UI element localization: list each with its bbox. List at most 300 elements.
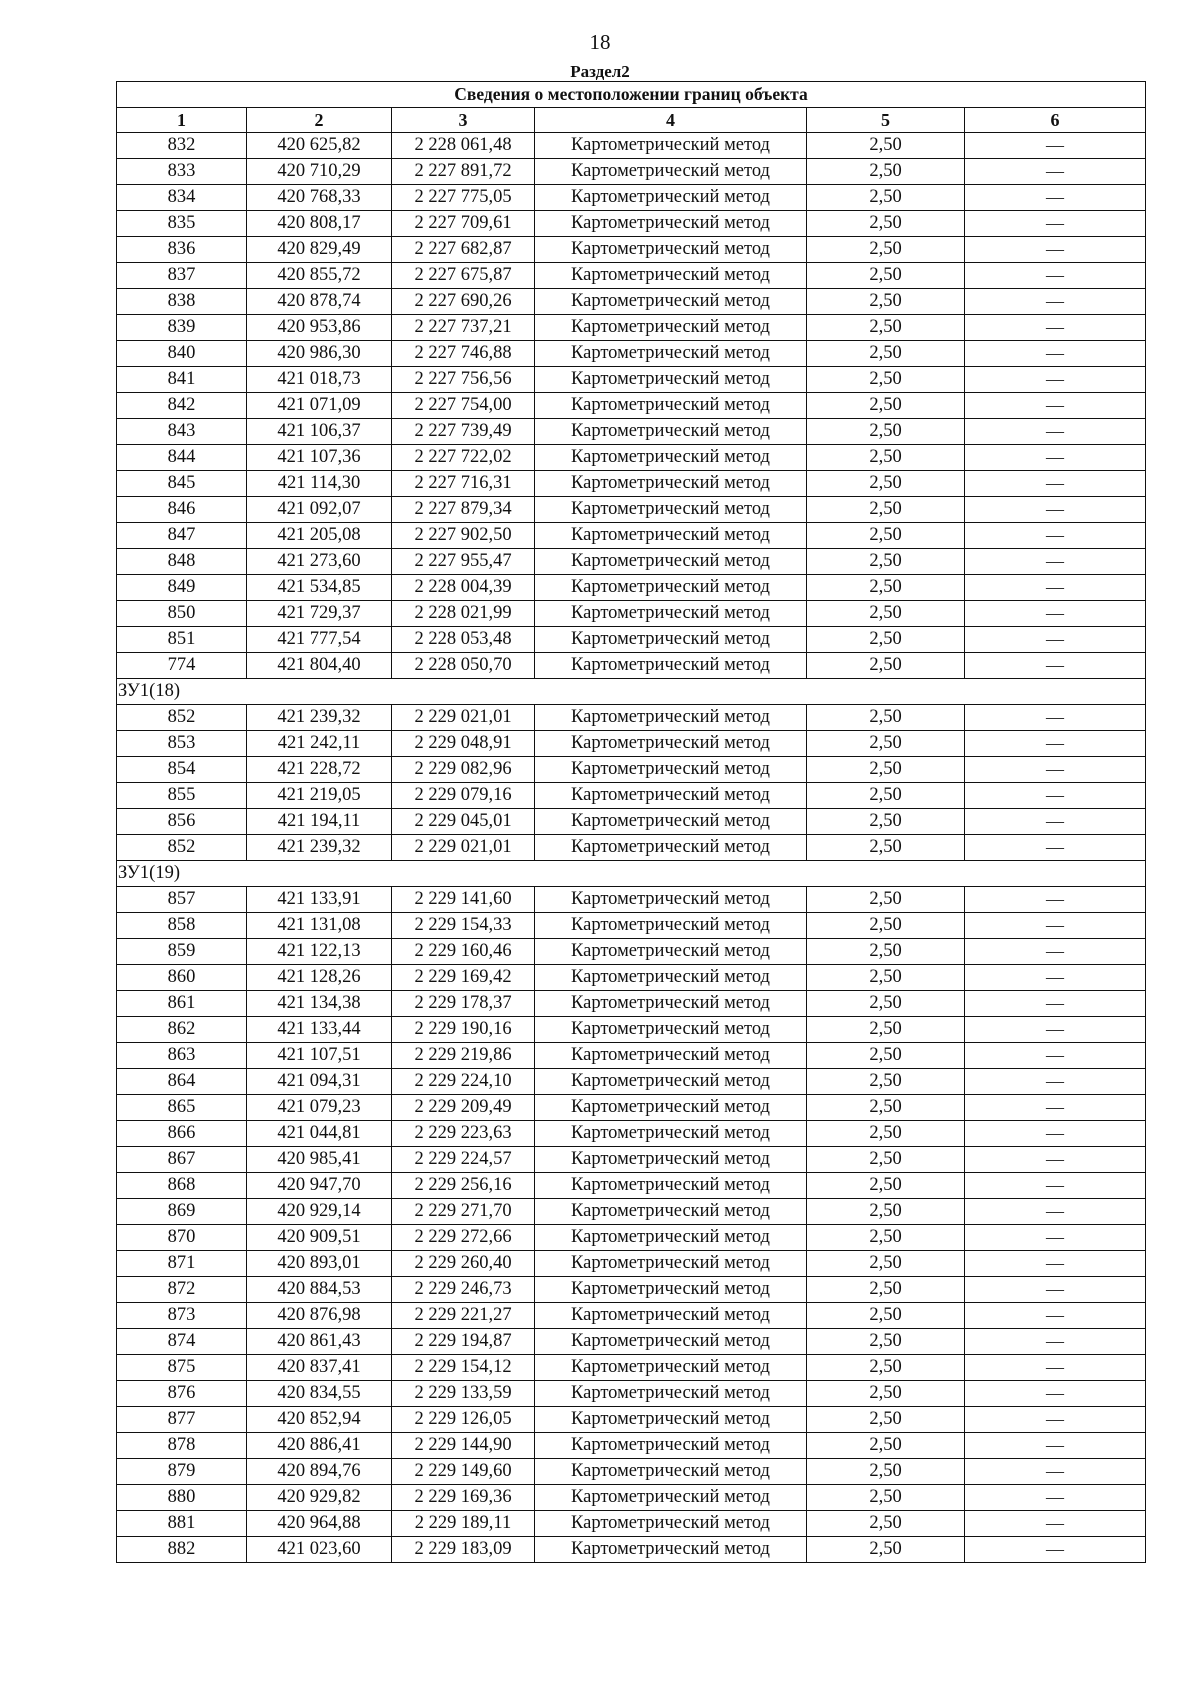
accuracy-cell: 2,50 xyxy=(807,1303,965,1329)
point-number-cell: 864 xyxy=(117,1069,247,1095)
table-row xyxy=(117,757,1146,783)
table-row xyxy=(117,1147,1146,1173)
method-cell: Картометрический метод xyxy=(535,575,807,601)
point-number-cell: 879 xyxy=(117,1459,247,1485)
description-cell: — xyxy=(965,1459,1146,1485)
description-cell: — xyxy=(965,1433,1146,1459)
y-coordinate-cell: 2 229 194,87 xyxy=(392,1329,535,1355)
method-cell: Картометрический метод xyxy=(535,185,807,211)
point-number-cell: 853 xyxy=(117,731,247,757)
description-cell: — xyxy=(965,1069,1146,1095)
method-cell: Картометрический метод xyxy=(535,1277,807,1303)
y-coordinate-cell: 2 227 756,56 xyxy=(392,367,535,393)
method-cell: Картометрический метод xyxy=(535,393,807,419)
accuracy-cell: 2,50 xyxy=(807,913,965,939)
method-cell: Картометрический метод xyxy=(535,263,807,289)
table-row xyxy=(117,991,1146,1017)
x-coordinate-cell: 420 953,86 xyxy=(247,315,392,341)
table-row xyxy=(117,367,1146,393)
table-row xyxy=(117,809,1146,835)
method-cell: Картометрический метод xyxy=(535,1355,807,1381)
y-coordinate-cell: 2 229 021,01 xyxy=(392,835,535,861)
accuracy-cell: 2,50 xyxy=(807,1121,965,1147)
accuracy-cell: 2,50 xyxy=(807,341,965,367)
x-coordinate-cell: 420 808,17 xyxy=(247,211,392,237)
x-coordinate-cell: 420 710,29 xyxy=(247,159,392,185)
point-number-cell: 881 xyxy=(117,1511,247,1537)
point-number-cell: 863 xyxy=(117,1043,247,1069)
description-cell: — xyxy=(965,1511,1146,1537)
point-number-cell: 868 xyxy=(117,1173,247,1199)
table-row xyxy=(117,965,1146,991)
x-coordinate-cell: 420 829,49 xyxy=(247,237,392,263)
x-coordinate-cell: 421 114,30 xyxy=(247,471,392,497)
y-coordinate-cell: 2 228 021,99 xyxy=(392,601,535,627)
accuracy-cell: 2,50 xyxy=(807,289,965,315)
description-cell: — xyxy=(965,1043,1146,1069)
description-cell: — xyxy=(965,185,1146,211)
x-coordinate-cell: 421 079,23 xyxy=(247,1095,392,1121)
accuracy-cell: 2,50 xyxy=(807,523,965,549)
point-number-cell: 838 xyxy=(117,289,247,315)
y-coordinate-cell: 2 229 224,57 xyxy=(392,1147,535,1173)
y-coordinate-cell: 2 228 004,39 xyxy=(392,575,535,601)
accuracy-cell: 2,50 xyxy=(807,1069,965,1095)
method-cell: Картометрический метод xyxy=(535,1199,807,1225)
y-coordinate-cell: 2 229 079,16 xyxy=(392,783,535,809)
table-row xyxy=(117,289,1146,315)
table-row xyxy=(117,1355,1146,1381)
accuracy-cell: 2,50 xyxy=(807,1147,965,1173)
x-coordinate-cell: 421 242,11 xyxy=(247,731,392,757)
accuracy-cell: 2,50 xyxy=(807,601,965,627)
table-row xyxy=(117,1173,1146,1199)
description-cell: — xyxy=(965,1173,1146,1199)
table-row xyxy=(117,419,1146,445)
accuracy-cell: 2,50 xyxy=(807,1407,965,1433)
description-cell: — xyxy=(965,263,1146,289)
accuracy-cell: 2,50 xyxy=(807,315,965,341)
accuracy-cell: 2,50 xyxy=(807,445,965,471)
method-cell: Картометрический метод xyxy=(535,705,807,731)
description-cell: — xyxy=(965,1485,1146,1511)
point-number-cell: 857 xyxy=(117,887,247,913)
method-cell: Картометрический метод xyxy=(535,653,807,679)
column-header: 1 xyxy=(117,108,247,133)
point-number-cell: 833 xyxy=(117,159,247,185)
point-number-cell: 861 xyxy=(117,991,247,1017)
table-row xyxy=(117,1017,1146,1043)
accuracy-cell: 2,50 xyxy=(807,1355,965,1381)
x-coordinate-cell: 420 947,70 xyxy=(247,1173,392,1199)
y-coordinate-cell: 2 229 271,70 xyxy=(392,1199,535,1225)
description-cell: — xyxy=(965,1537,1146,1563)
method-cell: Картометрический метод xyxy=(535,211,807,237)
point-number-cell: 774 xyxy=(117,653,247,679)
table-row xyxy=(117,1407,1146,1433)
y-coordinate-cell: 2 228 061,48 xyxy=(392,133,535,159)
method-cell: Картометрический метод xyxy=(535,341,807,367)
description-cell: — xyxy=(965,1407,1146,1433)
y-coordinate-cell: 2 227 682,87 xyxy=(392,237,535,263)
x-coordinate-cell: 421 228,72 xyxy=(247,757,392,783)
y-coordinate-cell: 2 227 716,31 xyxy=(392,471,535,497)
y-coordinate-cell: 2 229 144,90 xyxy=(392,1433,535,1459)
description-cell: — xyxy=(965,1381,1146,1407)
y-coordinate-cell: 2 229 082,96 xyxy=(392,757,535,783)
x-coordinate-cell: 421 094,31 xyxy=(247,1069,392,1095)
description-cell: — xyxy=(965,211,1146,237)
x-coordinate-cell: 421 205,08 xyxy=(247,523,392,549)
x-coordinate-cell: 421 131,08 xyxy=(247,913,392,939)
accuracy-cell: 2,50 xyxy=(807,159,965,185)
table-row xyxy=(117,1095,1146,1121)
accuracy-cell: 2,50 xyxy=(807,237,965,263)
table-row xyxy=(117,1199,1146,1225)
y-coordinate-cell: 2 228 053,48 xyxy=(392,627,535,653)
description-cell: — xyxy=(965,783,1146,809)
method-cell: Картометрический метод xyxy=(535,601,807,627)
x-coordinate-cell: 421 273,60 xyxy=(247,549,392,575)
point-number-cell: 870 xyxy=(117,1225,247,1251)
y-coordinate-cell: 2 229 209,49 xyxy=(392,1095,535,1121)
accuracy-cell: 2,50 xyxy=(807,575,965,601)
accuracy-cell: 2,50 xyxy=(807,1199,965,1225)
point-number-cell: 855 xyxy=(117,783,247,809)
column-header: 6 xyxy=(965,108,1146,133)
accuracy-cell: 2,50 xyxy=(807,1381,965,1407)
y-coordinate-cell: 2 229 021,01 xyxy=(392,705,535,731)
x-coordinate-cell: 420 878,74 xyxy=(247,289,392,315)
description-cell: — xyxy=(965,1225,1146,1251)
method-cell: Картометрический метод xyxy=(535,419,807,445)
method-cell: Картометрический метод xyxy=(535,1251,807,1277)
accuracy-cell: 2,50 xyxy=(807,1537,965,1563)
y-coordinate-cell: 2 229 189,11 xyxy=(392,1511,535,1537)
table-row xyxy=(117,1329,1146,1355)
point-number-cell: 852 xyxy=(117,705,247,731)
table-row xyxy=(117,211,1146,237)
accuracy-cell: 2,50 xyxy=(807,887,965,913)
description-cell: — xyxy=(965,965,1146,991)
y-coordinate-cell: 2 229 246,73 xyxy=(392,1277,535,1303)
point-number-cell: 851 xyxy=(117,627,247,653)
method-cell: Картометрический метод xyxy=(535,289,807,315)
method-cell: Картометрический метод xyxy=(535,315,807,341)
accuracy-cell: 2,50 xyxy=(807,1277,965,1303)
point-number-cell: 839 xyxy=(117,315,247,341)
y-coordinate-cell: 2 227 690,26 xyxy=(392,289,535,315)
description-cell: — xyxy=(965,991,1146,1017)
table-row xyxy=(117,601,1146,627)
accuracy-cell: 2,50 xyxy=(807,653,965,679)
y-coordinate-cell: 2 229 178,37 xyxy=(392,991,535,1017)
method-cell: Картометрический метод xyxy=(535,1511,807,1537)
y-coordinate-cell: 2 229 256,16 xyxy=(392,1173,535,1199)
x-coordinate-cell: 421 133,91 xyxy=(247,887,392,913)
x-coordinate-cell: 420 852,94 xyxy=(247,1407,392,1433)
description-cell: — xyxy=(965,835,1146,861)
description-cell: — xyxy=(965,1277,1146,1303)
x-coordinate-cell: 421 219,05 xyxy=(247,783,392,809)
description-cell: — xyxy=(965,887,1146,913)
table-row xyxy=(117,1225,1146,1251)
accuracy-cell: 2,50 xyxy=(807,185,965,211)
accuracy-cell: 2,50 xyxy=(807,133,965,159)
accuracy-cell: 2,50 xyxy=(807,1251,965,1277)
point-number-cell: 873 xyxy=(117,1303,247,1329)
group-label: ЗУ1(18) xyxy=(117,679,1146,705)
point-number-cell: 876 xyxy=(117,1381,247,1407)
point-number-cell: 878 xyxy=(117,1433,247,1459)
method-cell: Картометрический метод xyxy=(535,1303,807,1329)
description-cell: — xyxy=(965,913,1146,939)
x-coordinate-cell: 420 985,41 xyxy=(247,1147,392,1173)
method-cell: Картометрический метод xyxy=(535,1043,807,1069)
point-number-cell: 832 xyxy=(117,133,247,159)
table-row xyxy=(117,1459,1146,1485)
point-number-cell: 852 xyxy=(117,835,247,861)
column-header: 2 xyxy=(247,108,392,133)
point-number-cell: 834 xyxy=(117,185,247,211)
description-cell: — xyxy=(965,471,1146,497)
point-number-cell: 836 xyxy=(117,237,247,263)
x-coordinate-cell: 420 929,82 xyxy=(247,1485,392,1511)
x-coordinate-cell: 421 106,37 xyxy=(247,419,392,445)
accuracy-cell: 2,50 xyxy=(807,263,965,289)
table-row xyxy=(117,1043,1146,1069)
description-cell: — xyxy=(965,1355,1146,1381)
table-row xyxy=(117,1433,1146,1459)
point-number-cell: 858 xyxy=(117,913,247,939)
y-coordinate-cell: 2 229 160,46 xyxy=(392,939,535,965)
y-coordinate-cell: 2 229 272,66 xyxy=(392,1225,535,1251)
table-row xyxy=(117,783,1146,809)
point-number-cell: 875 xyxy=(117,1355,247,1381)
point-number-cell: 860 xyxy=(117,965,247,991)
method-cell: Картометрический метод xyxy=(535,731,807,757)
point-number-cell: 847 xyxy=(117,523,247,549)
x-coordinate-cell: 420 929,14 xyxy=(247,1199,392,1225)
table-row xyxy=(117,939,1146,965)
method-cell: Картометрический метод xyxy=(535,991,807,1017)
point-number-cell: 865 xyxy=(117,1095,247,1121)
method-cell: Картометрический метод xyxy=(535,965,807,991)
y-coordinate-cell: 2 229 260,40 xyxy=(392,1251,535,1277)
description-cell: — xyxy=(965,1329,1146,1355)
point-number-cell: 859 xyxy=(117,939,247,965)
y-coordinate-cell: 2 229 219,86 xyxy=(392,1043,535,1069)
point-number-cell: 869 xyxy=(117,1199,247,1225)
method-cell: Картометрический метод xyxy=(535,1537,807,1563)
x-coordinate-cell: 420 894,76 xyxy=(247,1459,392,1485)
x-coordinate-cell: 421 122,13 xyxy=(247,939,392,965)
table-row xyxy=(117,731,1146,757)
point-number-cell: 856 xyxy=(117,809,247,835)
description-cell: — xyxy=(965,497,1146,523)
x-coordinate-cell: 420 834,55 xyxy=(247,1381,392,1407)
x-coordinate-cell: 421 128,26 xyxy=(247,965,392,991)
table-row xyxy=(117,497,1146,523)
y-coordinate-cell: 2 229 183,09 xyxy=(392,1537,535,1563)
description-cell: — xyxy=(965,523,1146,549)
x-coordinate-cell: 420 837,41 xyxy=(247,1355,392,1381)
y-coordinate-cell: 2 227 902,50 xyxy=(392,523,535,549)
method-cell: Картометрический метод xyxy=(535,835,807,861)
x-coordinate-cell: 420 986,30 xyxy=(247,341,392,367)
page-number: 18 xyxy=(589,30,611,54)
point-number-cell: 844 xyxy=(117,445,247,471)
point-number-cell: 880 xyxy=(117,1485,247,1511)
description-cell: — xyxy=(965,445,1146,471)
point-number-cell: 840 xyxy=(117,341,247,367)
description-cell: — xyxy=(965,549,1146,575)
table-row xyxy=(117,237,1146,263)
table-row xyxy=(117,341,1146,367)
point-number-cell: 872 xyxy=(117,1277,247,1303)
description-cell: — xyxy=(965,757,1146,783)
description-cell: — xyxy=(965,1251,1146,1277)
method-cell: Картометрический метод xyxy=(535,1329,807,1355)
x-coordinate-cell: 421 239,32 xyxy=(247,835,392,861)
description-cell: — xyxy=(965,419,1146,445)
table-row xyxy=(117,1069,1146,1095)
y-coordinate-cell: 2 227 754,00 xyxy=(392,393,535,419)
x-coordinate-cell: 421 044,81 xyxy=(247,1121,392,1147)
point-number-cell: 882 xyxy=(117,1537,247,1563)
table-caption: Сведения о местоположении границ объекта xyxy=(117,82,1146,108)
accuracy-cell: 2,50 xyxy=(807,1459,965,1485)
description-cell: — xyxy=(965,1199,1146,1225)
accuracy-cell: 2,50 xyxy=(807,1017,965,1043)
method-cell: Картометрический метод xyxy=(535,1485,807,1511)
table-header-row xyxy=(117,108,1146,133)
table-row xyxy=(117,575,1146,601)
accuracy-cell: 2,50 xyxy=(807,1511,965,1537)
accuracy-cell: 2,50 xyxy=(807,731,965,757)
method-cell: Картометрический метод xyxy=(535,757,807,783)
accuracy-cell: 2,50 xyxy=(807,549,965,575)
x-coordinate-cell: 420 964,88 xyxy=(247,1511,392,1537)
accuracy-cell: 2,50 xyxy=(807,939,965,965)
description-cell: — xyxy=(965,393,1146,419)
point-number-cell: 850 xyxy=(117,601,247,627)
method-cell: Картометрический метод xyxy=(535,133,807,159)
method-cell: Картометрический метод xyxy=(535,783,807,809)
table-row xyxy=(117,1121,1146,1147)
description-cell: — xyxy=(965,1303,1146,1329)
table-row xyxy=(117,1485,1146,1511)
accuracy-cell: 2,50 xyxy=(807,419,965,445)
x-coordinate-cell: 421 107,51 xyxy=(247,1043,392,1069)
y-coordinate-cell: 2 227 746,88 xyxy=(392,341,535,367)
y-coordinate-cell: 2 229 223,63 xyxy=(392,1121,535,1147)
table-row xyxy=(117,315,1146,341)
accuracy-cell: 2,50 xyxy=(807,471,965,497)
x-coordinate-cell: 421 729,37 xyxy=(247,601,392,627)
y-coordinate-cell: 2 227 737,21 xyxy=(392,315,535,341)
x-coordinate-cell: 420 884,53 xyxy=(247,1277,392,1303)
description-cell: — xyxy=(965,289,1146,315)
point-number-cell: 835 xyxy=(117,211,247,237)
y-coordinate-cell: 2 229 154,33 xyxy=(392,913,535,939)
y-coordinate-cell: 2 229 190,16 xyxy=(392,1017,535,1043)
table-row xyxy=(117,445,1146,471)
description-cell: — xyxy=(965,341,1146,367)
accuracy-cell: 2,50 xyxy=(807,367,965,393)
method-cell: Картометрический метод xyxy=(535,159,807,185)
group-row xyxy=(117,861,1146,887)
description-cell: — xyxy=(965,1121,1146,1147)
method-cell: Картометрический метод xyxy=(535,1407,807,1433)
y-coordinate-cell: 2 229 149,60 xyxy=(392,1459,535,1485)
table-row xyxy=(117,913,1146,939)
table-row xyxy=(117,627,1146,653)
x-coordinate-cell: 421 239,32 xyxy=(247,705,392,731)
method-cell: Картометрический метод xyxy=(535,367,807,393)
y-coordinate-cell: 2 227 775,05 xyxy=(392,185,535,211)
table-row xyxy=(117,653,1146,679)
method-cell: Картометрический метод xyxy=(535,887,807,913)
point-number-cell: 877 xyxy=(117,1407,247,1433)
method-cell: Картометрический метод xyxy=(535,1433,807,1459)
description-cell: — xyxy=(965,133,1146,159)
accuracy-cell: 2,50 xyxy=(807,991,965,1017)
point-number-cell: 867 xyxy=(117,1147,247,1173)
y-coordinate-cell: 2 227 879,34 xyxy=(392,497,535,523)
group-row xyxy=(117,679,1146,705)
description-cell: — xyxy=(965,731,1146,757)
y-coordinate-cell: 2 227 709,61 xyxy=(392,211,535,237)
description-cell: — xyxy=(965,939,1146,965)
y-coordinate-cell: 2 227 891,72 xyxy=(392,159,535,185)
x-coordinate-cell: 420 876,98 xyxy=(247,1303,392,1329)
point-number-cell: 837 xyxy=(117,263,247,289)
method-cell: Картометрический метод xyxy=(535,1017,807,1043)
method-cell: Картометрический метод xyxy=(535,549,807,575)
x-coordinate-cell: 421 071,09 xyxy=(247,393,392,419)
column-header: 5 xyxy=(807,108,965,133)
method-cell: Картометрический метод xyxy=(535,471,807,497)
method-cell: Картометрический метод xyxy=(535,913,807,939)
point-number-cell: 846 xyxy=(117,497,247,523)
y-coordinate-cell: 2 229 224,10 xyxy=(392,1069,535,1095)
accuracy-cell: 2,50 xyxy=(807,1485,965,1511)
column-header: 4 xyxy=(535,108,807,133)
table-caption-row xyxy=(117,82,1146,108)
accuracy-cell: 2,50 xyxy=(807,393,965,419)
table-row xyxy=(117,1277,1146,1303)
table-row xyxy=(117,1511,1146,1537)
method-cell: Картометрический метод xyxy=(535,627,807,653)
method-cell: Картометрический метод xyxy=(535,939,807,965)
method-cell: Картометрический метод xyxy=(535,1147,807,1173)
y-coordinate-cell: 2 229 141,60 xyxy=(392,887,535,913)
description-cell: — xyxy=(965,1095,1146,1121)
table-row xyxy=(117,471,1146,497)
accuracy-cell: 2,50 xyxy=(807,1095,965,1121)
description-cell: — xyxy=(965,809,1146,835)
y-coordinate-cell: 2 227 722,02 xyxy=(392,445,535,471)
accuracy-cell: 2,50 xyxy=(807,757,965,783)
description-cell: — xyxy=(965,705,1146,731)
method-cell: Картометрический метод xyxy=(535,497,807,523)
x-coordinate-cell: 421 107,36 xyxy=(247,445,392,471)
accuracy-cell: 2,50 xyxy=(807,1225,965,1251)
y-coordinate-cell: 2 228 050,70 xyxy=(392,653,535,679)
point-number-cell: 845 xyxy=(117,471,247,497)
method-cell: Картометрический метод xyxy=(535,1381,807,1407)
